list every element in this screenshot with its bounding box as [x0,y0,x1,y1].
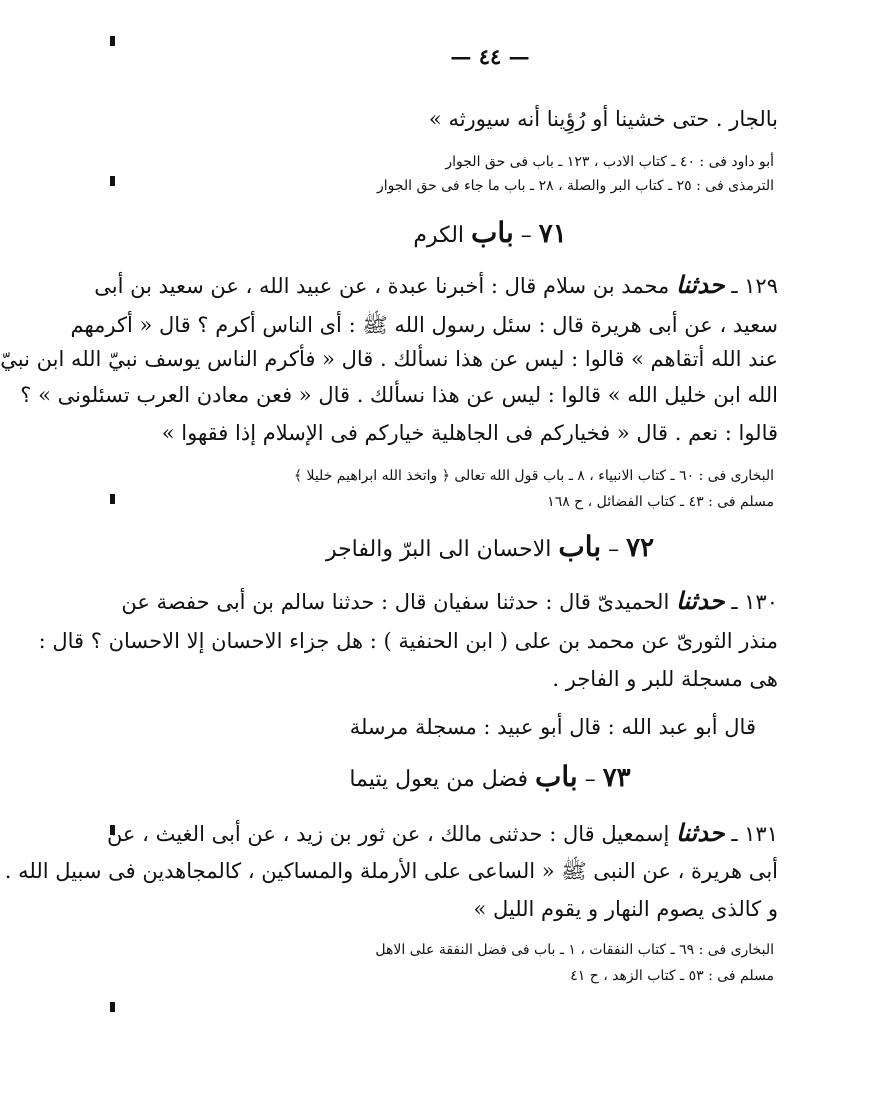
chapter-title: فضل من يعول يتيما [349,767,529,792]
reference-line: أبو داود فى : ٤٠ ـ كتاب الادب ، ١٢٣ ـ باب فى حق الجوار [445,154,774,170]
text-line: هى مسجلة للبر و الفاجر . [552,667,778,691]
text-line: منذر الثورىّ عن محمد بن على ( ابن الحنفية ) : هل جزاء الاحسان إلا الاحسان ؟ قال : [38,629,778,653]
reference-line: الترمذى فى : ٢٥ ـ كتاب البر والصلة ، ٢٨ ـ باب ما جاء فى حق الجوار [376,178,774,194]
chapter-dash: – [577,767,603,792]
text-line: سعيد ، عن أبى هريرة قال : سئل رسول الله ﷺ : أى الناس أكرم ؟ قال « أكرمهم [70,313,778,337]
chapter-dash: – [513,223,539,248]
reference-line: مسلم فى : ٤٣ ـ كتاب الفضائل ، ح ١٦٨ [547,494,774,510]
text-line: الله ابن خليل الله » قالوا : ليس عن هذا نسألك . قال « فعن معادن العرب تسئلونى » ؟ [20,383,778,407]
scan-edge-mark [110,1002,115,1012]
text-line: و كالذى يصوم النهار و يقوم الليل » [473,897,778,921]
text-line [121,586,778,617]
scan-edge-mark [110,176,115,186]
text-line [106,818,778,849]
text-line: بالجار . حتى خشينا أو رُؤِينا أنه سيورثه » [428,107,778,131]
scan-edge-mark [110,494,115,504]
haddathana-word: حدثنا [675,818,725,847]
hadith-number: ١٣١ ـ [731,822,778,846]
note-line: قال أبو عبد الله : قال أبو عبيد : مسجلة مرسلة [349,715,756,739]
text-line: قالوا : نعم . قال « فخياركم فى الجاهلية خياركم فى الإسلام إذا فقهوا » [161,421,778,445]
hadith-number: ١٣٠ ـ [731,590,778,614]
text-line: عند الله أتقاهم » قالوا : ليس عن هذا نسألك . قال « فأكرم الناس يوسف نبيّ الله ابن نبيّ [0,347,778,371]
chapter-title: الاحسان الى البرّ والفاجر [325,537,552,562]
text-line-content: إسمعيل قال : حدثنى مالك ، عن ثور بن زيد ، عن أبى الغيث ، عن [106,822,670,846]
chapter-number: ٧١ [538,219,567,249]
haddathana-word: حدثنا [675,270,725,299]
haddathana-word: حدثنا [675,586,725,615]
bab-word: باب [471,216,514,249]
reference-line: البخارى فى : ٦٠ ـ كتاب الانبياء ، ٨ ـ باب قول الله تعالى ﴿ واتخذ الله ابراهيم خليلا ﴾ [293,468,774,484]
reference-line: البخارى فى : ٦٩ ـ كتاب النفقات ، ١ ـ باب فى فضل النفقة على الاهل [375,942,774,958]
text-line-content: محمد بن سلام قال : أخبرنا عبدة ، عن عبيد الله ، عن سعيد بن أبى [94,274,670,298]
bab-word: باب [535,760,578,793]
page-number: — ٤٤ — [450,44,530,69]
hadith-number: ١٢٩ ـ [731,274,778,298]
chapter-heading [110,530,870,563]
bab-word: باب [558,530,602,563]
chapter-number: ٧٣ [602,763,631,793]
text-line-content: الحميدىّ قال : حدثنا سفيان قال : حدثنا سالم بن أبى حفصة عن [121,590,670,614]
chapter-dash: – [601,537,627,562]
chapter-heading [110,760,870,793]
chapter-title: الكرم [413,223,465,248]
reference-line: مسلم فى : ٥٣ ـ كتاب الزهد ، ح ٤١ [570,968,774,984]
chapter-heading [110,216,870,249]
text-line: أبى هريرة ، عن النبى ﷺ « الساعى على الأرملة والمساكين ، كالمجاهدين فى سبيل الله . [4,859,778,883]
chapter-number: ٧٢ [626,533,655,563]
text-line [94,270,778,301]
